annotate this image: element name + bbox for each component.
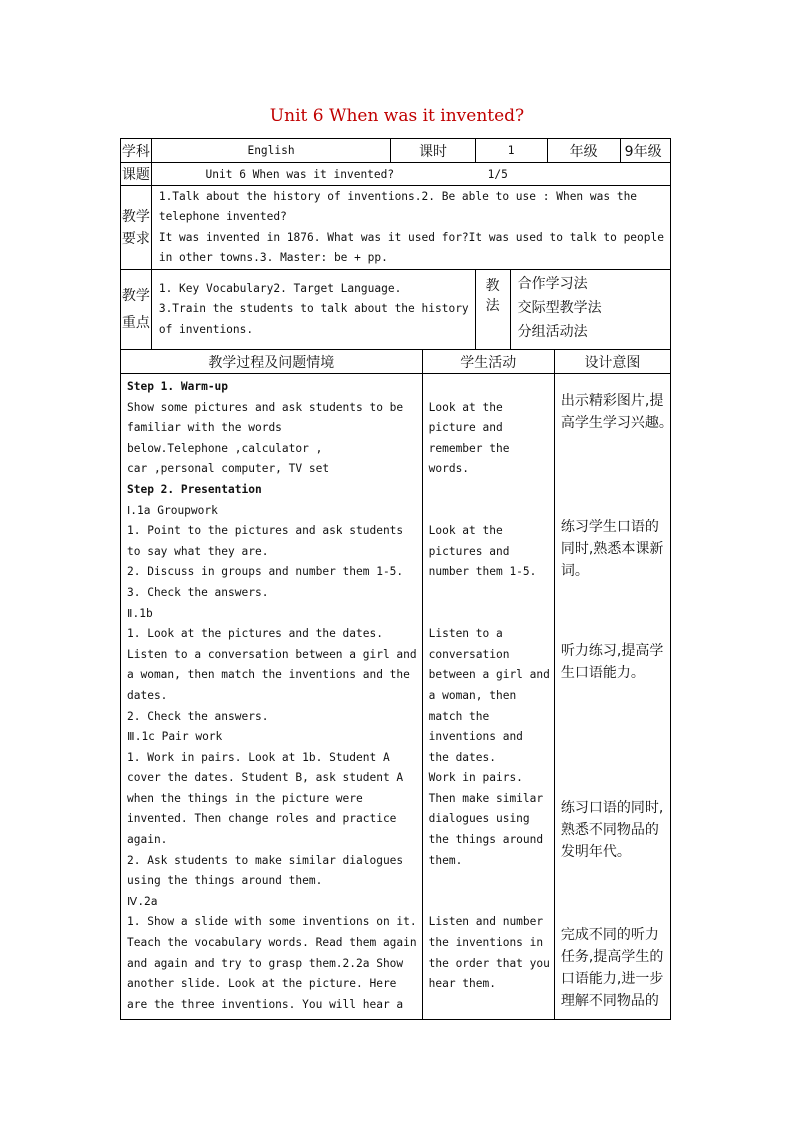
- process-line: Step 1. Warm-up: [127, 380, 229, 393]
- activity-line: Look at the: [428, 400, 503, 414]
- subject-value: English: [151, 139, 390, 163]
- process-line: 1. Show a slide with some inventions on it.: [127, 915, 417, 929]
- activity-line: between a girl and: [428, 668, 550, 682]
- method-item: 交际型教学法: [517, 300, 602, 316]
- activity-line: pictures and: [428, 544, 510, 558]
- process-line: to say what they are.: [127, 544, 269, 558]
- process-line: car ,personal computer, TV set: [127, 462, 330, 476]
- process-line: and again and try to grasp them.2.2a Show: [127, 956, 404, 970]
- method-item: 合作学习法: [517, 276, 588, 292]
- column-header-intent: 设计意图: [554, 350, 670, 374]
- process-line: a woman, then match the inventions and the: [127, 668, 410, 682]
- process-line: cover the dates. Student B, ask student A: [127, 771, 404, 785]
- activity-line: [429, 377, 550, 398]
- activity-line: [429, 995, 550, 1016]
- info-table: [120, 138, 671, 350]
- activity-line: them.: [428, 853, 463, 867]
- activity-line: remember the: [428, 441, 510, 455]
- process-line: Ⅲ.1c Pair work: [127, 730, 223, 744]
- process-line: 1. Look at the pictures and the dates.: [127, 627, 383, 641]
- intent-line: 任务,提高学生的: [560, 949, 664, 965]
- intent-line: 发明年代。: [560, 844, 631, 860]
- process-lines: [127, 377, 417, 1015]
- activity-line: dialogues using: [428, 812, 530, 826]
- period-label: 课时: [391, 139, 475, 163]
- activity-line: [429, 480, 550, 501]
- activity-line: conversation: [428, 647, 510, 661]
- process-line: Show some pictures and ask students to be: [127, 400, 404, 414]
- method-list: [511, 270, 602, 349]
- activity-lines: [429, 377, 550, 1015]
- activity-line: [429, 604, 550, 625]
- activity-line: the order that you: [428, 956, 550, 970]
- process-line: when the things in the picture were: [127, 791, 363, 805]
- process-line: dates.: [127, 688, 168, 702]
- requirements-label: 教学 要求: [121, 186, 152, 270]
- topic-value: Unit 6 When was it invented?: [205, 167, 395, 181]
- activity-line: a woman, then: [428, 688, 517, 702]
- process-line: familiar with the words: [127, 421, 282, 435]
- intent-block: [561, 390, 673, 434]
- intent-column: [554, 374, 673, 1020]
- process-line: 1. Work in pairs. Look at 1b. Student A: [127, 750, 390, 764]
- grade-label: 年级: [547, 139, 620, 163]
- intent-line: 出示精彩图片,提: [560, 393, 664, 409]
- intent-line: 生口语能力。: [560, 665, 645, 681]
- key-points-text: 1. Key Vocabulary2. Target Language. 3.Train the students to talk about the history of inventions.: [151, 270, 475, 350]
- activity-line: the inventions in: [428, 936, 544, 950]
- process-line: Ⅳ.2a: [127, 894, 158, 908]
- activity-line: Work in pairs.: [428, 771, 523, 785]
- process-line: 3. Check the answers.: [127, 585, 269, 599]
- process-line: Step 2. Presentation: [127, 482, 262, 496]
- activity-line: Listen to a: [428, 627, 503, 641]
- topic-label: 课题: [121, 163, 152, 186]
- intent-line: 练习学生口语的: [560, 519, 659, 535]
- method-cell: [475, 270, 670, 350]
- activity-line: inventions and: [428, 730, 523, 744]
- activity-line: Then make similar: [428, 791, 544, 805]
- topic-page: 1/5: [487, 167, 508, 181]
- process-line: Ⅰ.1a Groupwork: [127, 503, 218, 517]
- subject-label: 学科: [121, 139, 152, 163]
- grade-value: 9年级: [620, 139, 670, 163]
- activity-line: Look at the: [428, 524, 503, 538]
- process-line: another slide. Look at the picture. Here: [127, 977, 397, 991]
- requirements-text: 1.Talk about the history of inventions.2. Be able to use : When was the telephone invented? It was invented in 1876. What was it used for?It was used to talk to people in other towns.3. Master: be + pp.: [151, 186, 670, 270]
- method-label: 教 法: [476, 270, 511, 349]
- process-column: [121, 374, 423, 1020]
- activity-line: number them 1-5.: [428, 565, 537, 579]
- key-points-label: 教学 重点: [121, 270, 152, 350]
- activity-line: the dates.: [428, 750, 496, 764]
- topic-row: [151, 163, 670, 186]
- process-table: [120, 349, 671, 1020]
- intent-line: 熟悉不同物品的: [560, 822, 659, 838]
- activity-line: [429, 871, 550, 892]
- intent-block: [561, 640, 663, 684]
- process-line: are the three inventions. You will hear a: [127, 997, 404, 1011]
- intent-line: 词。: [560, 563, 589, 579]
- process-line: 2. Discuss in groups and number them 1-5.: [127, 565, 404, 579]
- activity-column: [422, 374, 554, 1020]
- process-line: 2. Check the answers.: [127, 709, 269, 723]
- activity-line: the things around: [428, 833, 544, 847]
- intent-line: 高学生学习兴趣。: [560, 415, 673, 431]
- activity-line: picture and: [428, 421, 503, 435]
- intent-line: 练习口语的同时,: [560, 800, 664, 816]
- intent-line: 理解不同物品的: [560, 993, 659, 1009]
- process-line: 1. Point to the pictures and ask students: [127, 524, 404, 538]
- intent-block: [561, 516, 663, 582]
- activity-line: match the: [428, 709, 490, 723]
- activity-line: [429, 892, 550, 913]
- intent-line: 听力练习,提高学: [560, 643, 664, 659]
- intent-line: 完成不同的听力: [560, 927, 659, 943]
- process-line: Listen to a conversation between a girl and: [127, 647, 417, 661]
- activity-line: [429, 501, 550, 522]
- process-line: again.: [127, 833, 168, 847]
- intent-block: [561, 924, 663, 1012]
- process-line: Ⅱ.1b: [127, 606, 153, 620]
- page-title: Unit 6 When was it invented?: [269, 106, 525, 126]
- period-value: 1: [475, 139, 547, 163]
- column-header-process: 教学过程及问题情境: [121, 350, 423, 374]
- process-line: 2. Ask students to make similar dialogues: [127, 853, 404, 867]
- intent-block: [561, 797, 663, 863]
- activity-line: words.: [428, 462, 470, 476]
- process-line: invented. Then change roles and practice: [127, 812, 397, 826]
- activity-line: hear them.: [428, 977, 496, 991]
- method-item: 分组活动法: [517, 324, 588, 340]
- activity-line: Listen and number: [428, 915, 544, 929]
- intent-blocks: [560, 374, 673, 1019]
- intent-line: 同时,熟悉本课新: [560, 541, 664, 557]
- column-header-activity: 学生活动: [422, 350, 554, 374]
- process-line: below.Telephone ,calculator ,: [127, 441, 323, 455]
- intent-line: 口语能力,进一步: [560, 971, 664, 987]
- activity-line: [429, 583, 550, 604]
- process-line: using the things around them.: [127, 874, 323, 888]
- process-line: Teach the vocabulary words. Read them again: [127, 936, 417, 950]
